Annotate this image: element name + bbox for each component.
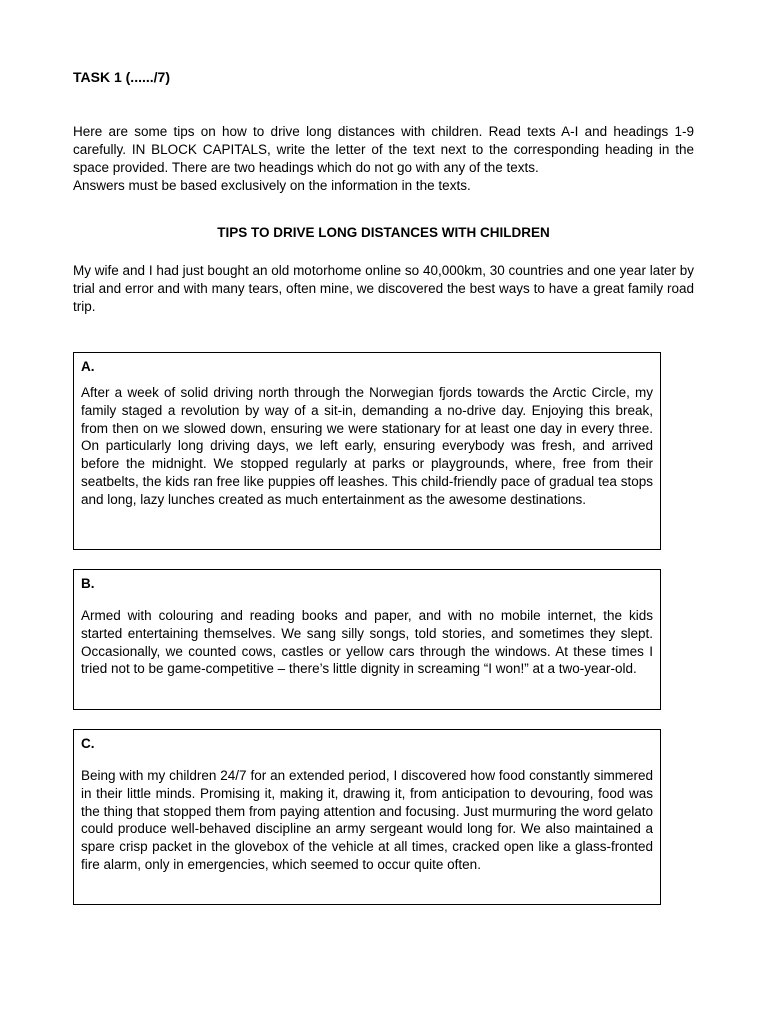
text-label: B. [81, 576, 95, 591]
article-title: TIPS TO DRIVE LONG DISTANCES WITH CHILDREN [217, 225, 550, 240]
article-intro: My wife and I had just bought an old motorhome online so 40,000km, 30 countries and one year later by trial and error and with many tears, often mine, we discovered the best ways to have a great family road trip. [73, 263, 694, 314]
text-box-a [73, 352, 661, 550]
instructions [73, 123, 694, 195]
text-label: A. [81, 359, 95, 374]
instructions-note: Answers must be based exclusively on the information in the texts. [73, 178, 471, 193]
text-body: Armed with colouring and reading books and paper, and with no mobile internet, the kids started entertaining themselves. We sang silly songs, told stories, and sometimes they slept. Occasionally, we counted cows, castles or yellow cars through the windows. At these times I tried not to be game-competitive – there’s little dignity in screaming “I won!” at a two-year-old. [81, 608, 653, 677]
text-body: Being with my children 24/7 for an extended period, I discovered how food constantly simmered in their little minds. Promising it, making it, drawing it, from anticipation to devouring, food was the thing that stopped them from paying attention and focusing. Just murmuring the word gelato could produce well-behaved discipline an army sergeant would long for. We also maintained a spare crisp packet in the glovebox of the vehicle at all times, cracked open like a glass-fronted fire alarm, only in emergencies, which seemed to occur quite often. [81, 768, 653, 872]
instructions-paragraph: Here are some tips on how to drive long distances with children. Read texts A-I and headings 1-9 carefully. IN BLOCK CAPITALS, write the letter of the text next to the corresponding heading in the space provided. There are two headings which do not go with any of the texts. [73, 124, 694, 175]
text-label: C. [81, 736, 95, 751]
text-box-b [73, 569, 661, 710]
text-body: After a week of solid driving north through the Norwegian fjords towards the Arctic Circle, my family staged a revolution by way of a sit-in, demanding a no-drive day. Enjoying this break, from then on we slowed down, ensuring we were stationary for at least one day in every three. On particularly long driving days, we left early, ensuring everybody was fresh, and arrived before the midnight. We stopped regularly at parks or playgrounds, where, free from their seatbelts, the kids ran free like puppies off leashes. This child-friendly pace of gradual tea stops and long, lazy lunches created as much entertainment as the awesome destinations. [81, 385, 653, 507]
text-box-c [73, 729, 661, 905]
task-title: TASK 1 (....../7) [73, 69, 170, 85]
